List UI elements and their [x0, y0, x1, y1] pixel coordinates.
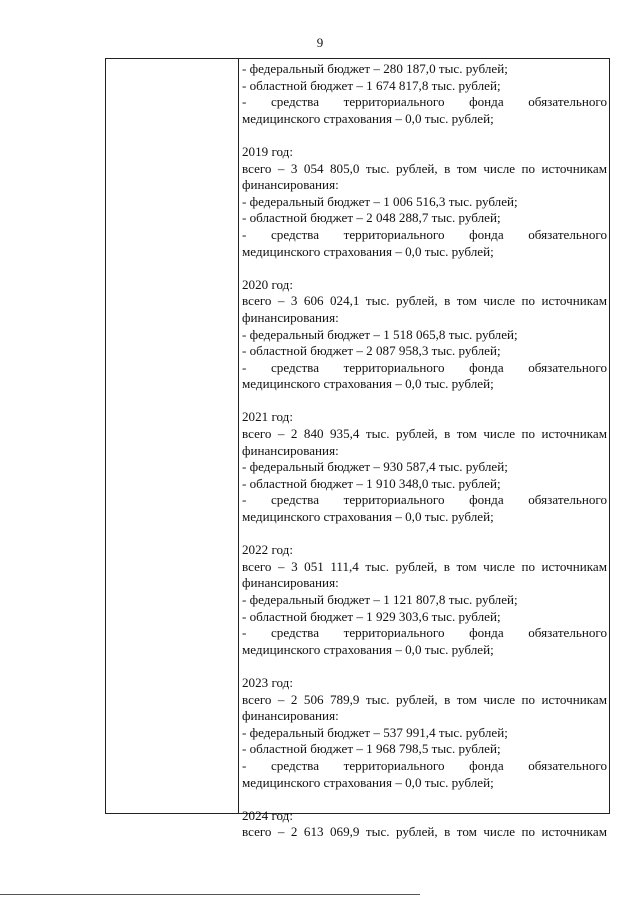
text-line: всего – 3 051 111,4 тыс. рублей, в том числе по источникам [242, 558, 607, 574]
year-heading: 2024 год: [242, 807, 293, 823]
text-line: финансирования: [242, 575, 339, 591]
text-line: - федеральный бюджет – 1 121 807,8 тыс. рублей; [242, 592, 518, 607]
text-line: медицинского страхования – 0,0 тыс. рублей; [242, 509, 494, 525]
text-line: медицинского страхования – 0,0 тыс. рублей; [242, 243, 494, 259]
year-heading: 2020 год: [242, 276, 293, 292]
text-line: - федеральный бюджет – 1 518 065,8 тыс. рублей; [242, 326, 518, 342]
footer-rule [0, 894, 420, 895]
text-line: финансирования: [242, 442, 339, 458]
text-line: медицинского страхования – 0,0 тыс. рублей; [242, 641, 494, 657]
year-heading: 2019 год: [242, 143, 293, 159]
text-line: всего – 3 606 024,1 тыс. рублей, в том числе по источникам [242, 293, 607, 309]
text-line: всего – 2 613 069,9 тыс. рублей, в том числе по источникам [242, 824, 607, 840]
text-line: - федеральный бюджет – 930 587,4 тыс. рублей; [242, 459, 508, 475]
text-line: - федеральный бюджет – 280 187,0 тыс. рублей; [242, 61, 508, 76]
page-number: 9 [316, 35, 324, 50]
text-line: - областной бюджет – 2 048 288,7 тыс. рублей; [242, 210, 501, 226]
text-line: - областной бюджет – 1 674 817,8 тыс. рублей; [242, 77, 501, 93]
text-line: медицинского страхования – 0,0 тыс. рублей; [242, 376, 494, 392]
text-line: медицинского страхования – 0,0 тыс. рублей; [242, 774, 494, 790]
year-heading: 2021 год: [242, 409, 293, 425]
text-line: - средства территориального фонда обязательного [242, 625, 607, 641]
funding-text-cell [242, 61, 607, 841]
text-line: всего – 2 506 789,9 тыс. рублей, в том числе по источникам [242, 691, 607, 707]
year-heading: 2022 год: [242, 542, 293, 558]
text-line: - областной бюджет – 2 087 958,3 тыс. рублей; [242, 343, 501, 359]
text-line: финансирования: [242, 177, 339, 193]
text-line: - областной бюджет – 1 910 348,0 тыс. рублей; [242, 475, 501, 491]
text-line: - средства территориального фонда обязательного [242, 492, 607, 508]
table-left-cell [106, 59, 239, 813]
year-heading: 2023 год: [242, 674, 293, 690]
text-line: - средства территориального фонда обязательного [242, 359, 607, 375]
text-line: финансирования: [242, 309, 339, 325]
text-line: медицинского страхования – 0,0 тыс. рублей; [242, 110, 494, 126]
text-line: - средства территориального фонда обязательного [242, 226, 607, 242]
budget-table [105, 58, 610, 840]
text-line: - средства территориального фонда обязательного [242, 757, 607, 773]
text-line: - федеральный бюджет – 1 006 516,3 тыс. рублей; [242, 193, 518, 209]
text-line: всего – 3 054 805,0 тыс. рублей, в том числе по источникам [242, 160, 607, 176]
text-line: всего – 2 840 935,4 тыс. рублей, в том числе по источникам [242, 426, 607, 442]
text-line: - средства территориального фонда обязательного [242, 94, 607, 110]
text-line: - областной бюджет – 1 929 303,6 тыс. рублей; [242, 608, 501, 624]
text-line: - областной бюджет – 1 968 798,5 тыс. рублей; [242, 741, 501, 757]
text-line: финансирования: [242, 708, 339, 724]
text-line: - федеральный бюджет – 537 991,4 тыс. рублей; [242, 724, 508, 740]
